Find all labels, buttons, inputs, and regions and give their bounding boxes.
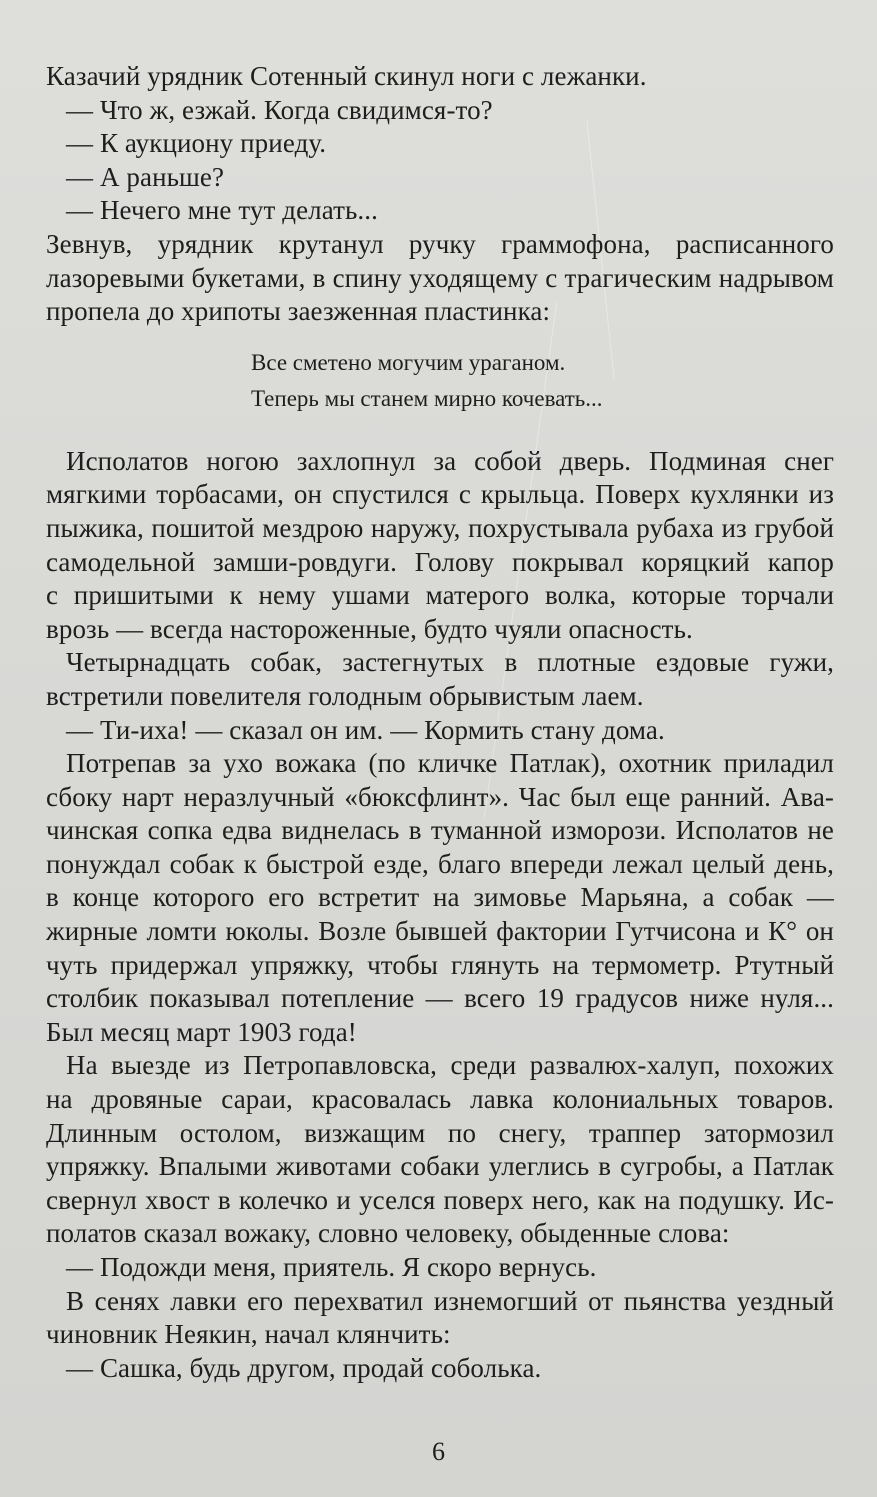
text-line: Казачий урядник Сотенный скинул ноги с лежанки. [46, 61, 647, 91]
text-line: Потрепав за ухо вожака (по кличке Патлак), охотник приладил [66, 748, 834, 779]
text-line: жирные ломти юколы. Возле бывшей фактории Гутчисона и К° он [46, 916, 834, 947]
text-line: Длинным остолом, визжащим по снегу, траппер затормозил [46, 1117, 834, 1148]
text-line: встретили повелителя голодным обрывистым лаем. [46, 680, 644, 711]
paragraphs-top [46, 60, 834, 329]
text-line: в конце которого его встретит на зимовье Марьяна, а собак — [46, 882, 834, 913]
text-line: лазоревыми букетами, в спину уходящему с трагическим надрывом [46, 262, 834, 293]
text-line: понуждал собак к быстрой езде, благо впереди лежал целый день, [46, 848, 834, 879]
text-line: с пришитыми к нему ушами матерого волка, которые торчали [46, 580, 834, 611]
text-line: — Подожди меня, приятель. Я скоро вернусь. [66, 1252, 597, 1282]
text-line: — Что ж, езжай. Когда свидимся-то? [66, 94, 493, 125]
text-line: — Ти-иха! — сказал он им. — Кормить стану дома. [66, 714, 665, 745]
paragraphs-main [46, 445, 834, 1386]
text-line: мягкими торбасами, он спустился с крыльца. Поверх кухлянки из [46, 479, 834, 510]
text-line: упряжку. Впалыми животами собаки улеглись в сугробы, а Патлак [46, 1151, 834, 1182]
poem-quote [46, 345, 834, 417]
text-line: Зевнув, урядник крутанул ручку граммофона, расписанного [46, 228, 834, 259]
text-line: чинская сопка едва виднелась в туманной изморози. Исполатов не [46, 815, 834, 846]
poem-line: Теперь мы станем мирно кочевать... [251, 385, 603, 411]
text-line: — К аукциону приеду. [66, 128, 327, 159]
poem-line: Все сметено могучим ураганом. [251, 349, 566, 375]
page-number: 6 [432, 1437, 445, 1466]
text-line: самодельной замши-ровдуги. Голову покрывал коряцкий капор [46, 546, 834, 577]
text-line: столбик показывал потепление — всего 19 градусов ниже нуля... [46, 983, 834, 1014]
text-line: чиновник Неякин, начал клянчить: [46, 1319, 451, 1350]
text-line: врозь — всегда настороженные, будто чуяли опасность. [46, 613, 693, 644]
text-line: пыжика, пошитой мездрою наружу, похрустывала рубаха из грубой [46, 512, 834, 543]
spacer [46, 417, 834, 445]
text-line: сбоку нарт неразлучный «бюксфлинт». Час был еще ранний. Ава- [46, 781, 834, 812]
text-line: чуть придержал упряжку, чтобы глянуть на термометр. Ртутный [46, 949, 834, 980]
text-line: — Нечего мне тут делать... [66, 195, 378, 226]
text-line: Был месяц март 1903 года! [46, 1016, 357, 1047]
text-line: На выезде из Петропавловска, среди развалюх-халуп, похожих [66, 1050, 834, 1081]
text-line: — Сашка, будь другом, продай соболька. [66, 1352, 542, 1383]
text-line: Четырнадцать собак, застегнутых в плотные ездовые гужи, [66, 647, 834, 678]
text-line: В сенях лавки его перехватил изнемогший от пьянства уездный [66, 1285, 834, 1316]
text-line: Исполатов ногою захлопнул за собой дверь. Подминая снег [66, 445, 834, 476]
text-line: свернул хвост в колечко и уселся поверх него, как на подушку. Ис- [46, 1184, 834, 1215]
text-line: пропела до хрипоты заезженная пластинка: [46, 296, 551, 327]
text-line: — А раньше? [66, 161, 225, 192]
text-line: полатов сказал вожаку, словно человеку, обыденные слова: [46, 1218, 730, 1249]
book-text [46, 60, 834, 1385]
text-line: на дровяные сараи, красовалась лавка колониальных товаров. [46, 1084, 834, 1115]
spacer [46, 329, 834, 345]
